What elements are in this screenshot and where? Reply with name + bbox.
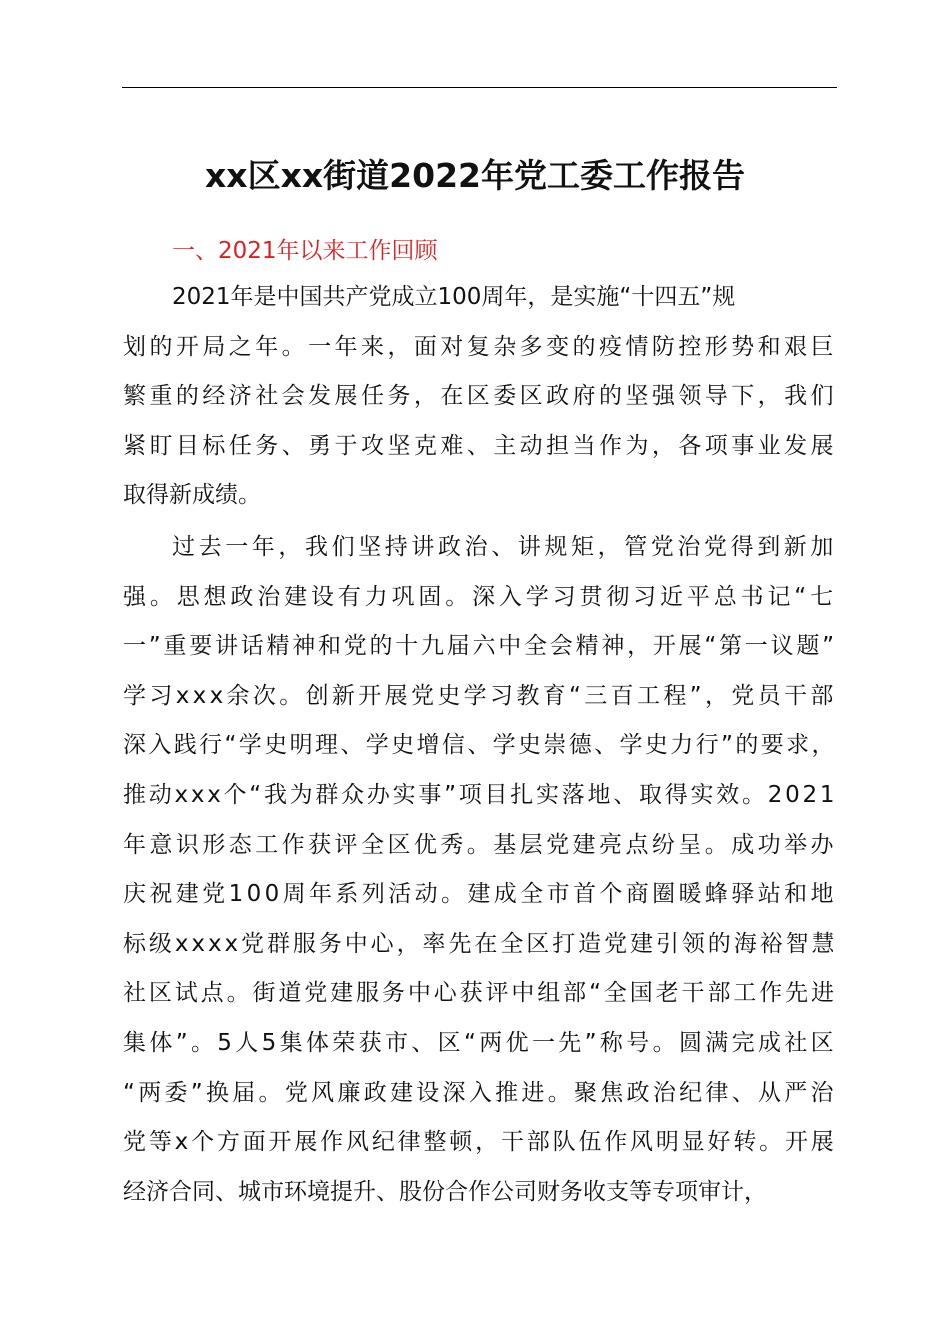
paragraph-line: 紧盯目标任务、勇于攻坚克难、主动担当作为，各项事业发展 (123, 432, 837, 459)
paragraph-first-line: 2021年是中国共产党成立100周年，是实施“十四五”规 (172, 284, 736, 310)
paragraph-line: 党等x个方面开展作风纪律整顿，干部队伍作风明显好转。开展 (123, 1129, 837, 1156)
header-rule (122, 87, 837, 88)
paragraph-line: 划的开局之年。一年来，面对复杂多变的疫情防控形势和艰巨 (123, 333, 837, 360)
paragraph-line: 庆祝建党100周年系列活动。建成全市首个商圈暖蜂驿站和地 (123, 881, 837, 908)
paragraph-line: 繁重的经济社会发展任务，在区委区政府的坚强领导下，我们 (123, 383, 837, 410)
paragraph-line: 强。思想政治建设有力巩固。深入学习贯彻习近平总书记“七 (123, 583, 837, 610)
paragraph-line: 一”重要讲话精神和党的十九届六中全会精神，开展“第一议题” (123, 633, 837, 660)
paragraph-line: 深入践行“学史明理、学史增信、学史崇德、学史力行”的要求， (123, 732, 837, 759)
paragraph-line: 年意识形态工作获评全区优秀。基层党建亮点纷呈。成功举办 (123, 831, 837, 858)
paragraph-line: 标级xxxx党群服务中心，率先在全区打造党建引领的海裕智慧 (123, 930, 838, 957)
paragraph-first-line: 过去一年，我们坚持讲政治、讲规矩，管党治党得到新加 (172, 534, 837, 560)
paragraph-line: 推动xxx个“我为群众办实事”项目扎实落地、取得实效。2021 (123, 782, 838, 808)
section-heading: 一、2021年以来工作回顾 (172, 238, 438, 264)
paragraph-line: 学习xxx余次。创新开展党史学习教育“三百工程”，党员干部 (123, 682, 837, 709)
paragraph-line: 取得新成绩。 (123, 482, 261, 509)
paragraph-line: 集体”。5人5集体荣获市、区“两优一先”称号。圆满完成社区 (123, 1030, 838, 1056)
paragraph-line: 经济合同、城市环境提升、股份合作公司财务收支等专项审计， (123, 1178, 767, 1205)
paragraph-line: “两委”换届。党风廉政建设深入推进。聚焦政治纪律、从严治 (123, 1079, 837, 1106)
page-title: xx区xx街道2022年党工委工作报告 (205, 156, 745, 195)
paragraph-line: 社区试点。街道党建服务中心获评中组部“全国老干部工作先进 (123, 980, 837, 1007)
